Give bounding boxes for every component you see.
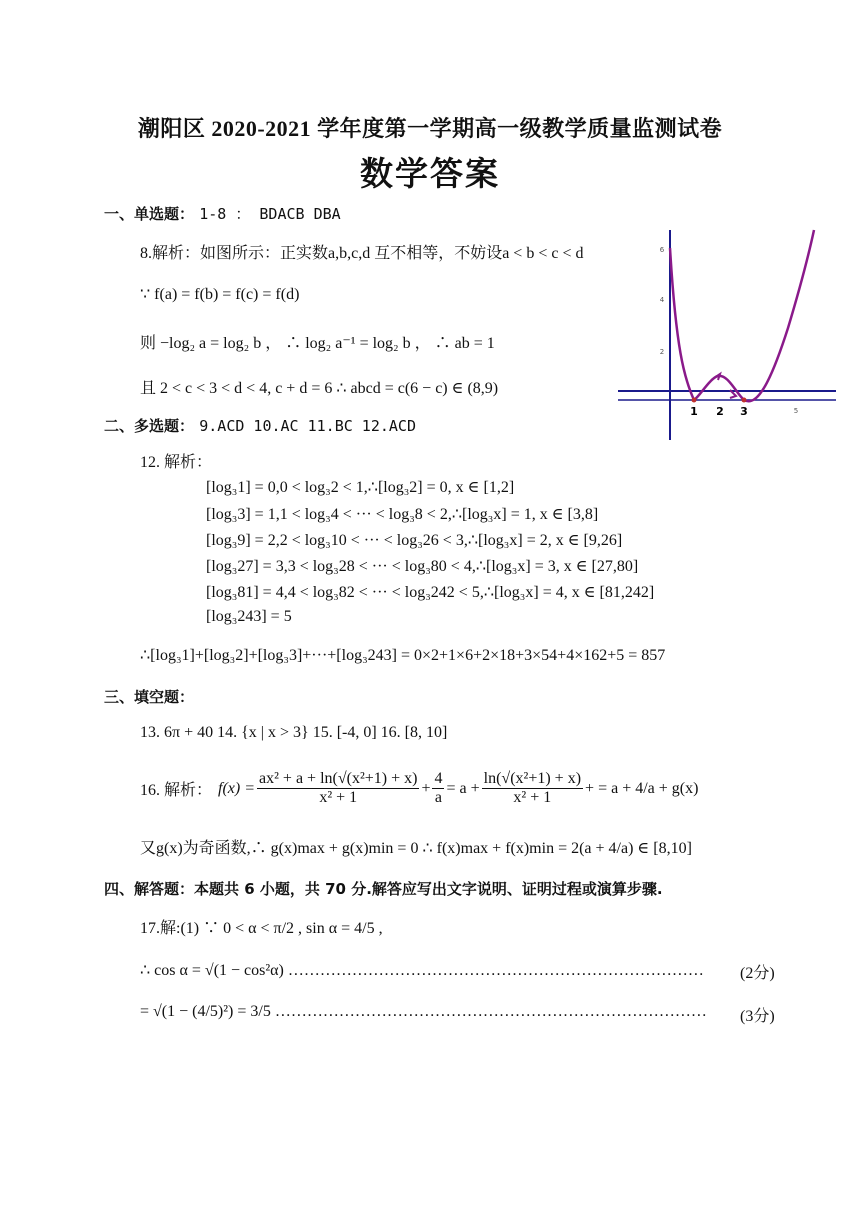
section-heading-3: 三、填空题： bbox=[104, 688, 195, 706]
q17-line-2: ∴ cos α = √(1 − cos²α) …………………………………………………………………… bbox=[140, 962, 704, 979]
q8-line-4: 且 2 < c < 3 < d < 4, c + d = 6 ∴ abcd = c(6 − c) ∈ (8,9) bbox=[140, 380, 499, 397]
q17-score-2: (2分) bbox=[740, 965, 775, 982]
point-x3 bbox=[742, 398, 747, 403]
section-1-answers: 1-8 ： BDACB DBA bbox=[199, 205, 341, 223]
q12-line-5: [log₃81] = 4,4 < log₃82 < ··· < log₃242 < 5,∴[log₃x] = 4, x ∈ [81,242] bbox=[206, 584, 655, 601]
x-tick-1: 1 bbox=[690, 405, 698, 418]
q8-line-1: 8.解析：如图所示：正实数a,b,c,d 互不相等，不妨设a < b < c < d bbox=[140, 245, 584, 262]
q16-line-2: 又g(x)为奇函数,∴ g(x)max + g(x)min = 0 ∴ f(x)max + f(x)min = 2(a + 4/a) ∈ [8,10] bbox=[140, 840, 692, 857]
section-1-title: 一、单选题： bbox=[104, 205, 195, 223]
q16-frac-1-num: ax² + a + ln(√(x²+1) + x) bbox=[259, 770, 418, 787]
fill-in-answers: 13. 6π + 40 14. {x | x > 3} 15. [-4, 0] 16. [8, 10] bbox=[140, 724, 448, 741]
q12-line-6: [log₃243] = 5 bbox=[206, 608, 292, 625]
q16-f: f(x) = bbox=[218, 779, 256, 797]
q12-title: 12. 解析： bbox=[140, 454, 213, 471]
section-heading-4: 四、解答题：本题共 6 小题，共 70 分.解答应写出文字说明、证明过程或演算步骤. bbox=[104, 880, 663, 898]
y-tick-4: 4 bbox=[659, 296, 665, 304]
q17-line-1: 17.解:(1) ∵ 0 < α < π/2 , sin α = 4/5 , bbox=[140, 920, 383, 937]
section-heading-1 bbox=[104, 203, 341, 224]
point-x1 bbox=[692, 398, 697, 403]
q16-frac-2-num: 4 bbox=[434, 770, 443, 787]
y-tick-2: 2 bbox=[659, 348, 665, 356]
q16-eq-1: = a + bbox=[446, 779, 480, 797]
q16-frac-2 bbox=[432, 770, 444, 807]
q16-frac-1 bbox=[257, 770, 419, 807]
q16-frac-3 bbox=[482, 770, 583, 807]
page-title: 潮阳区 2020-2021 学年度第一学期高一级教学质量监测试卷 bbox=[137, 116, 723, 141]
section-heading-2 bbox=[104, 415, 416, 436]
q17-line-3: = √(1 − (4/5)²) = 3/5 ……………………………………………………………………… bbox=[140, 1003, 707, 1020]
q16-frac-2-den: a bbox=[434, 789, 443, 806]
q16-frac-1-den: x² + 1 bbox=[319, 789, 358, 806]
q16-formula bbox=[140, 770, 698, 807]
q12-line-3: [log₃9] = 2,2 < log₃10 < ··· < log₃26 < 3,∴[log₃x] = 2, x ∈ [9,26] bbox=[206, 532, 623, 549]
function-curve bbox=[670, 230, 814, 401]
q16-frac-3-num: ln(√(x²+1) + x) bbox=[483, 770, 582, 787]
section-2-answers: 9.ACD 10.AC 11.BC 12.ACD bbox=[199, 417, 416, 435]
q12-line-4: [log₃27] = 3,3 < log₃28 < ··· < log₃80 < 4,∴[log₃x] = 3, x ∈ [27,80] bbox=[206, 558, 639, 575]
q17-score-3: (3分) bbox=[740, 1008, 775, 1025]
q16-plus-1: + bbox=[421, 779, 431, 797]
section-2-title: 二、多选题： bbox=[104, 417, 195, 435]
y-tick-6: 6 bbox=[659, 246, 665, 254]
q8-line-3: 则 −log₂ a = log₂ b ， ∴ log₂ a⁻¹ = log₂ b ， ∴ ab = 1 bbox=[140, 335, 495, 352]
q16-lead: 16. 解析： bbox=[140, 782, 213, 799]
q12-sum: ∴[log₃1]+[log₃2]+[log₃3]+···+[log₃243] = 0×2+1×6+2×18+3×54+4×162+5 = 857 bbox=[140, 647, 666, 664]
q12-line-1: [log₃1] = 0,0 < log₃2 < 1,∴[log₃2] = 0, x ∈ [1,2] bbox=[206, 479, 515, 496]
x-tick-2: 2 bbox=[716, 405, 724, 418]
function-graph bbox=[618, 228, 836, 442]
x-tick-5: 5 bbox=[793, 407, 799, 415]
q12-line-2: [log₃3] = 1,1 < log₃4 < ··· < log₃8 < 2,∴[log₃x] = 1, x ∈ [3,8] bbox=[206, 506, 599, 523]
x-tick-3: 3 bbox=[740, 405, 748, 418]
q16-plus-2: + bbox=[585, 779, 595, 797]
page-subtitle: 数学答案 bbox=[360, 157, 500, 193]
q8-line-2: ∵ f(a) = f(b) = f(c) = f(d) bbox=[140, 286, 300, 303]
q16-frac-3-den: x² + 1 bbox=[513, 789, 552, 806]
q16-tail: = a + 4/a + g(x) bbox=[598, 779, 699, 797]
